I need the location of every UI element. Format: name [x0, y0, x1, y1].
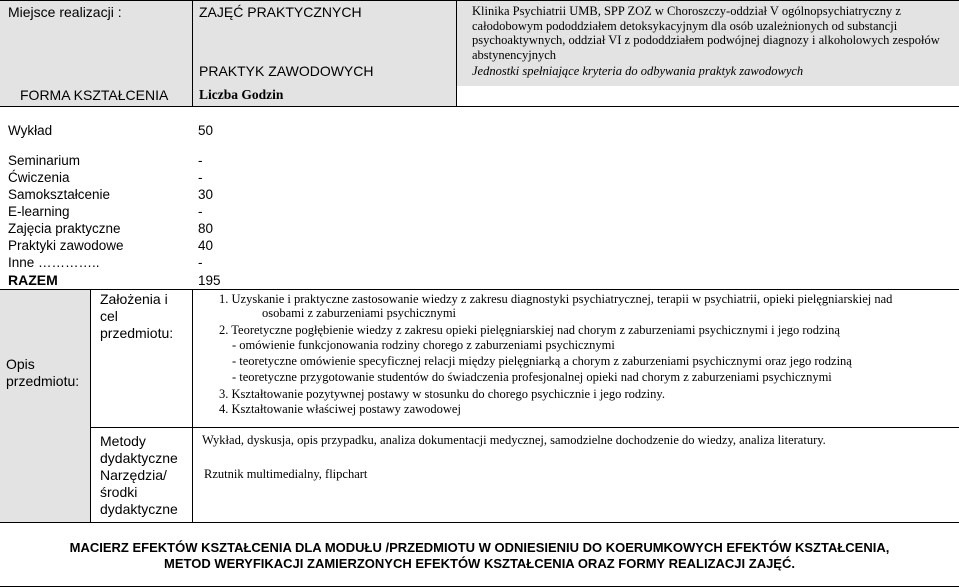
hours-value-total: 195 [198, 273, 221, 288]
description-label: Opis przedmiotu: [6, 356, 80, 389]
divider [456, 0, 457, 106]
divider [0, 0, 959, 1]
goal-2-item-relation: - teoretyczne omówienie specyficznej relacji między pielęgniarką a chorym z zaburzeniami psychicznymi oraz jego rodziną [232, 354, 852, 368]
goal-2: 2. Teoretyczne pogłębienie wiedzy z zakresu opieki pielęgniarskiej nad chorym z zaburzeniami psychicznymi i jego rodziną [219, 323, 840, 337]
divider [90, 427, 959, 428]
place-description-clinic: Klinika Psychiatrii UMB, SPP ZOZ w Choroszczy-oddział V ogólnopsychiatryczny z całodobowym pododdziałem detoksykacyjnym dla osób uzależnionych od substancji psychoaktywnych, oddział VI z pododdziałem podwójnej diagnozy i alkoholowych zespołów abstynencyjnych [472, 4, 940, 62]
hours-label-self-study: Samokształcenie [8, 187, 111, 202]
place-label: Miejsce realizacji : [8, 4, 122, 20]
goal-3: 3. Kształtowanie pozytywnej postawy w stosunku do chorego psychicznie i jego rodziny. [219, 387, 665, 401]
divider [0, 522, 959, 523]
header-right-blank [456, 86, 959, 106]
tools-value: Rzutnik multimedialny, flipchart [204, 467, 368, 481]
hours-value-seminar: - [198, 153, 203, 168]
divider [192, 0, 193, 106]
place-description-units: Jednostki spełniające kryteria do odbywania praktyk zawodowych [472, 64, 804, 78]
hours-value-e-learning: - [198, 204, 203, 219]
goal-1-continued: osobami z zaburzeniami psychicznymi [262, 306, 457, 320]
footer-title-line-1: MACIERZ EFEKTÓW KSZTAŁCENIA DLA MODUŁU /PRZEDMIOTU W ODNIESIENIU DO KOERUMKOWYCH EFEKTÓW KSZTAŁCENIA, [69, 540, 890, 555]
description-label-cell [0, 290, 90, 522]
hours-label-professional-practice: Praktyki zawodowe [8, 238, 124, 253]
hours-label-seminar: Seminarium [8, 153, 81, 168]
hours-label-e-learning: E-learning [8, 204, 70, 219]
divider [0, 289, 959, 290]
goal-2-item-preparation: - teoretyczne przygotowanie studentów do świadczenia profesjonalnej opieki nad chorym z zaburzeniami psychicznymi [232, 370, 832, 384]
methods-value: Wykład, dyskusja, opis przypadku, analiza dokumentacji medycznej, samodzielne dochodzenie do wiedzy, analiza literatury. [202, 433, 826, 447]
hours-label-lecture: Wykład [8, 123, 53, 138]
divider [192, 290, 193, 522]
goals-label: Założenia i cel przedmiotu: [100, 291, 174, 341]
goal-4: 4. Kształtowanie właściwej postawy zawodowej [219, 402, 461, 416]
hours-value-other: - [198, 255, 203, 270]
hours-label-total: RAZEM [8, 272, 58, 288]
place-category-professional: PRAKTYK ZAWODOWYCH [199, 63, 374, 79]
goal-1: 1. Uzyskanie i praktyczne zastosowanie wiedzy z zakresu diagnostyki psychiatrycznej, terapii w psychiatrii, opieki pielęgniarskiej nad [219, 292, 893, 306]
hours-label-other: Inne ………….. [8, 255, 100, 270]
methods-label: Metody dydaktyczne [100, 433, 178, 466]
hours-value-professional-practice: 40 [198, 238, 214, 253]
hours-value-exercises: - [198, 170, 203, 185]
goal-2-item-family: - omówienie funkcjonowania rodziny chorego z zaburzeniami psychicznymi [232, 338, 615, 352]
hours-label: Liczba Godzin [199, 87, 284, 102]
place-category-practical: ZAJĘĆ PRAKTYCZNYCH [199, 4, 362, 20]
hours-label-practical-classes: Zajęcia praktyczne [8, 221, 121, 236]
divider [0, 106, 959, 107]
hours-value-self-study: 30 [198, 187, 214, 202]
hours-value-practical-classes: 80 [198, 221, 214, 236]
divider [90, 290, 91, 522]
hours-label-exercises: Ćwiczenia [8, 170, 70, 185]
footer-title-line-2: METOD WERYFIKACJI ZAMIERZONYCH EFEKTÓW KSZTAŁCENIA ORAZ FORMY REALIZACJI ZAJĘĆ. [164, 556, 795, 571]
tools-label: Narzędzia/ środki dydaktyczne [100, 467, 178, 517]
hours-value-lecture: 50 [198, 123, 214, 138]
form-label: FORMA KSZTAŁCENIA [20, 87, 169, 103]
